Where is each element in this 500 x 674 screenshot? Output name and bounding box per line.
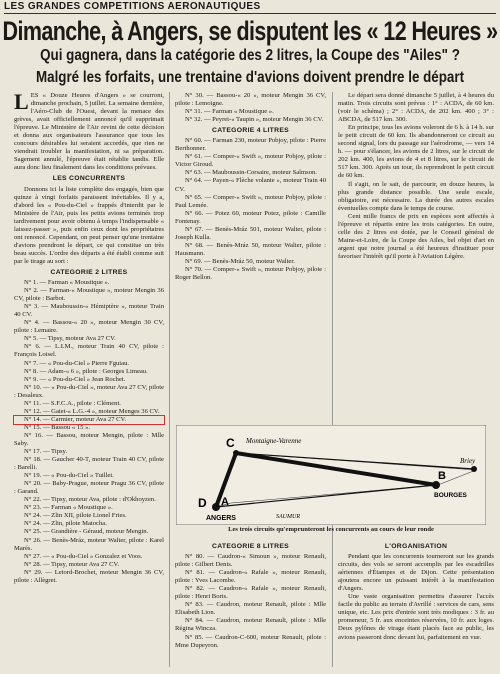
list-item: N° 66. — Potez 60, moteur Potez, pilote : Camille Fontenay. xyxy=(175,209,326,225)
list-item: N° 67. — Benès-Mráz 501, moteur Walter, pilote : Joseph Kulla. xyxy=(175,225,326,241)
label-a: A xyxy=(221,496,229,508)
label-d: D xyxy=(198,496,207,510)
label-c: C xyxy=(226,436,235,450)
paragraph: Une vaste organisation permettra d'assurer l'accès facile du public au terrain d'Avrillé : services de cars, sens unique, etc. Les prix d'entrée sont très modiques : 3 fr. au promeneur, 5 fr. aux enceintes réservées, 10 fr. aux loges. Deux pylônes de virage étant placés face au public, les avions passeront donc devant lui, parfaitement en vue. xyxy=(338,593,494,641)
list-item: N° 26. — Benès-Mráz, moteur Walter, pilote : Karel Marés. xyxy=(14,536,164,552)
drop-cap: L xyxy=(14,89,29,114)
list-item: N° 28. — Tipsy, moteur Ava 27 CV. xyxy=(24,560,120,568)
map-caption: Les trois circuits qu'emprunteront les concurrents au cours de leur ronde xyxy=(228,526,434,533)
list-item: N° 29. — Letord-Brochet, moteur Mengin 36 CV, pilote : Allègret. xyxy=(14,568,164,584)
list-item: N° 60. — Farman 230, moteur Pobjoy, pilote : Pierre Berthonner. xyxy=(175,137,326,153)
paragraph: Pendant que les concurrents tourneront sur les grands circuits, des vols se seront accomplis par les escadrilles aériennes d'Étampes et de Dijon. Cette présentation ajoutera encore un puissant intérêt à la manifestation d'Angers. xyxy=(338,553,494,593)
list-item: N° 80. — Caudron-« Simoun », moteur Renault, pilote : Gilbert Denis. xyxy=(175,553,326,569)
list-item: N° 12. — Gatet-« L.G.-4 », moteur Menges 36 CV. xyxy=(24,407,160,415)
paragraph: Cent mille francs de prix en espèces sont affectés à l'épreuve et répartis entre les trois catégories. En outre, celle des 2 litres est dotée, par le Conseil général de Maine-et-Loire, de la Coupe des Ailes, bel objet d'art en argent que notre journal a été heureux d'instituer pour favoriser l'intérêt qu'il porte à l'Aviation Légère. xyxy=(338,212,494,260)
list-item: N° 10. — « Pou-du-Ciel », moteur Ava 27 CV, pilote : Desaleux. xyxy=(14,383,164,399)
list-item: N° 61. — Comper-« Swift », moteur Pobjoy, pilote : Victor Giroud. xyxy=(175,153,326,169)
list-item: N° 84. — Caudron, moteur Renault, pilote : Mlle Régina Wincza. xyxy=(175,617,326,633)
list-item: N° 65. — Comper-« Swift », moteur Pobjoy, pilote : Paul Lemée. xyxy=(175,193,326,209)
list-item: N° 64. — Payen-« Flèche volante », moteur Train 40 CV. xyxy=(175,177,326,193)
section-title: CATEGORIE 4 LITRES xyxy=(211,127,290,135)
point-c-marker xyxy=(233,450,239,456)
list-item: N° 22. — Tipsy, moteur Ava, pilote : d'Okhoyzen. xyxy=(24,496,156,504)
label-montaigne: Montaigne-Varenne xyxy=(246,437,302,445)
list-item: N° 16. — Bassou, moteur Mengin, pilote : Mlle Saby. xyxy=(14,431,164,447)
list-item: N° 1. — Farman « Moustique ». xyxy=(24,279,110,287)
section-title: CATEGORIE 2 LITRES xyxy=(50,268,128,276)
list-item: N° 82. — Caudron-« Rafale », moteur Renault, pilote : Henri Boris. xyxy=(175,585,326,601)
list-item: N° 15. — Bassou « 15 ». xyxy=(24,423,91,431)
label-b: B xyxy=(438,470,446,482)
section-title: L'ORGANISATION xyxy=(384,543,448,550)
point-b-marker xyxy=(432,481,440,489)
label-angers: ANGERS xyxy=(206,515,236,522)
list-item: N° 30. — Bassou-« 20 », moteur Mengin 36 CV, pilote : Lemoigne. xyxy=(175,92,326,108)
list-item: N° 70. — Comper-« Swift », moteur Pobjoy, pilote : Roger Bellon. xyxy=(175,265,326,282)
headline: Dimanche, à Angers, se disputent les « 12 Heures » xyxy=(2,16,498,46)
section-title: LES CONCURRENTS xyxy=(52,175,126,183)
label-briey: Briey xyxy=(460,457,476,465)
list-item: N° 3. — Mauboussin-« Hémiptère », moteur Train 40 CV. xyxy=(14,303,164,319)
column-3-lower xyxy=(338,540,494,642)
column-rule xyxy=(332,92,333,667)
subheadline-1: Qui gagnera, dans la catégorie des 2 litres, la Coupe des "Ailes" ? xyxy=(40,46,460,64)
list-item: N° 9. — « Pou-du-Ciel » Jean Rochet. xyxy=(24,375,126,383)
highlighted-list-item: N° 14. — Carmier, moteur Ava 27 CV. xyxy=(14,416,164,424)
column-1 xyxy=(14,89,164,585)
intro-paragraph: LES « Douze Heures d'Angers » se courront, dimanche prochain, 5 juillet. La semaine dernière, l'Aéro-Club de l'Ouest, devant la menace des grèves, avait officiellement annoncé qu'il supprimait l'épreuve. Le Ministère de l'Air revint de cette décision et donna aux organisateurs l'assurance que tous les concours désirables lui seraient accordés, que rien ne viendrait troubler la manifestation, ni sa préparation. Sagement annulé, l'épreuve était rétablie tandis. Elle aura donc lieu finalement dans les conditions prévues. xyxy=(14,89,164,172)
list-item: N° 25. — Grandière - Géraud, moteur Mengin. xyxy=(24,528,149,536)
list-item: N° 5. — Tipsy, moteur Ava 27 CV. xyxy=(24,335,116,343)
list-item: N° 32. — Peyret-« Taupin », moteur Mengin 36 CV. xyxy=(185,116,324,124)
list-item: N° 2. — Farman-« Moustique », moteur Mengin 36 CV, pilote : Barbot. xyxy=(14,287,164,303)
list-item: N° 23. — Farman « Moustique ». xyxy=(24,504,113,512)
subheadline-2: Malgré les forfaits, une trentaine d'avions doivent prendre le départ xyxy=(35,68,465,86)
list-item: N° 24. — Zlin XII, pilote Lionel Fries. xyxy=(24,512,127,520)
list-item: N° 69. — Benès-Mráz 50, moteur Walter. xyxy=(185,257,295,265)
list-item: N° 8. — Adam-« 6 », pilote : Georges Limeau. xyxy=(24,367,148,375)
list-item: N° 7. — « Pou-du-Ciel » Pierre Fguiau. xyxy=(24,359,130,367)
label-saumur: SAUMUR xyxy=(276,514,300,520)
list-item: N° 85. — Caudron-C-600, moteur Renault, pilote : Mme Dupeyron. xyxy=(175,633,326,649)
list-item: N° 11. — S.F.C.A., pilote : Clément. xyxy=(24,399,121,407)
paragraph: En principe, tous les avions voleront de 6 h. à 14 h. sur le petit circuit de 60 km. Ils abandonneront ce circuit au second signal, lors du passage sur l'aérodrome, — vers 14 h. — pour s'élancer, les avions de 2 litres, sur le circuit de 202 km. 400, les avions de 4 et 8 litres, sur le circuit de 517 km. 300. Après un tour, ils reprendront le petit circuit de 60 km. xyxy=(338,124,494,180)
briey-marker xyxy=(471,466,477,472)
list-item: N° 27. — « Pou-du-Ciel » Gonzalez et Voos. xyxy=(24,552,143,560)
list-item: N° 83. — Caudron, moteur Renault, pilote : Mlle Elisabeth Lion. xyxy=(175,601,326,617)
column-2-lower xyxy=(175,540,326,650)
paragraph: Il s'agit, on le sait, de parcourir, en douze heures, la plus grande distance possible. Une seule escale, obligatoire, est nécessaire. La durée des autres escales éventuelles compte dans le temps de course. xyxy=(338,180,494,212)
list-item: N° 31. — Farman « Moustique ». xyxy=(185,108,274,116)
section-rubric: LES GRANDES COMPETITIONS AERONAUTIQUES xyxy=(4,1,496,14)
list-item: N° 17. — Tipsy. xyxy=(24,448,68,456)
circuit-map xyxy=(176,425,486,525)
list-item: N° 20. — Baby-Prague, moteur Pragu 36 CV, pilote : Garand. xyxy=(14,480,164,496)
column-2 xyxy=(175,92,326,282)
point-a-marker xyxy=(212,503,220,511)
label-bourges: BOURGES xyxy=(434,492,467,499)
list-item: N° 19. — « Pou-du-Ciel » Tuillet. xyxy=(24,472,114,480)
column-rule xyxy=(169,92,170,667)
paragraph: Le départ sera donné dimanche 5 juillet, à 4 heures du matin. Trois circuits sont prévus : 1° : ACDA, de 60 km. (voir le schéma) ; 2° : ACDA, de 202 km. 400 ; 3° : ABCDA, de 517 km. 300. xyxy=(338,92,494,124)
list-item: N° 24. — Zlin, pilote Matocha. xyxy=(24,520,107,528)
list-item: N° 68. — Benès-Mráz 50, moteur Walter, pilote : Hausmann. xyxy=(175,241,326,257)
section-title: CATEGORIE 8 LITRES xyxy=(211,543,290,550)
list-item: N° 81. — Caudron-« Rafale », moteur Renault, pilote : Yves Lacombe. xyxy=(175,569,326,585)
list-item: N° 18. — Gaucher 40-T, moteur Train 40 CV, pilote : Barelli. xyxy=(14,456,164,472)
list-item: N° 6. — L.I.M., moteur Train 40 CV, pilote : François Loisel. xyxy=(14,343,164,359)
column-3 xyxy=(338,92,494,261)
list-item: N° 4. — Bassou-« 20 », moteur Mengin 30 CV, pilote : Lemaire. xyxy=(14,319,164,335)
list-item: N° 63. — Mauboussin-Corsaire, moteur Salmson. xyxy=(185,169,317,177)
paragraph: Donnons ici la liste complète des engagés, bien que quinze à vingt forfaits paraissent inévitables. Il y a, d'abord les « Pou-du-Ciel » frappés d'interdit par le Ministère de l'Air, puis les petits avions terminés trop tardivement pour avoir obtenu à temps l'indispensable « laissez-passer », puis enfin ceux dont les propriétaires ont renoncé. Cependant, on peut penser qu'une trentaine d'avions prendront le départ, ce qui constitue un très beau succès. L'ordre des départs a été établi comme suit par le tirage au sort : xyxy=(14,185,164,265)
